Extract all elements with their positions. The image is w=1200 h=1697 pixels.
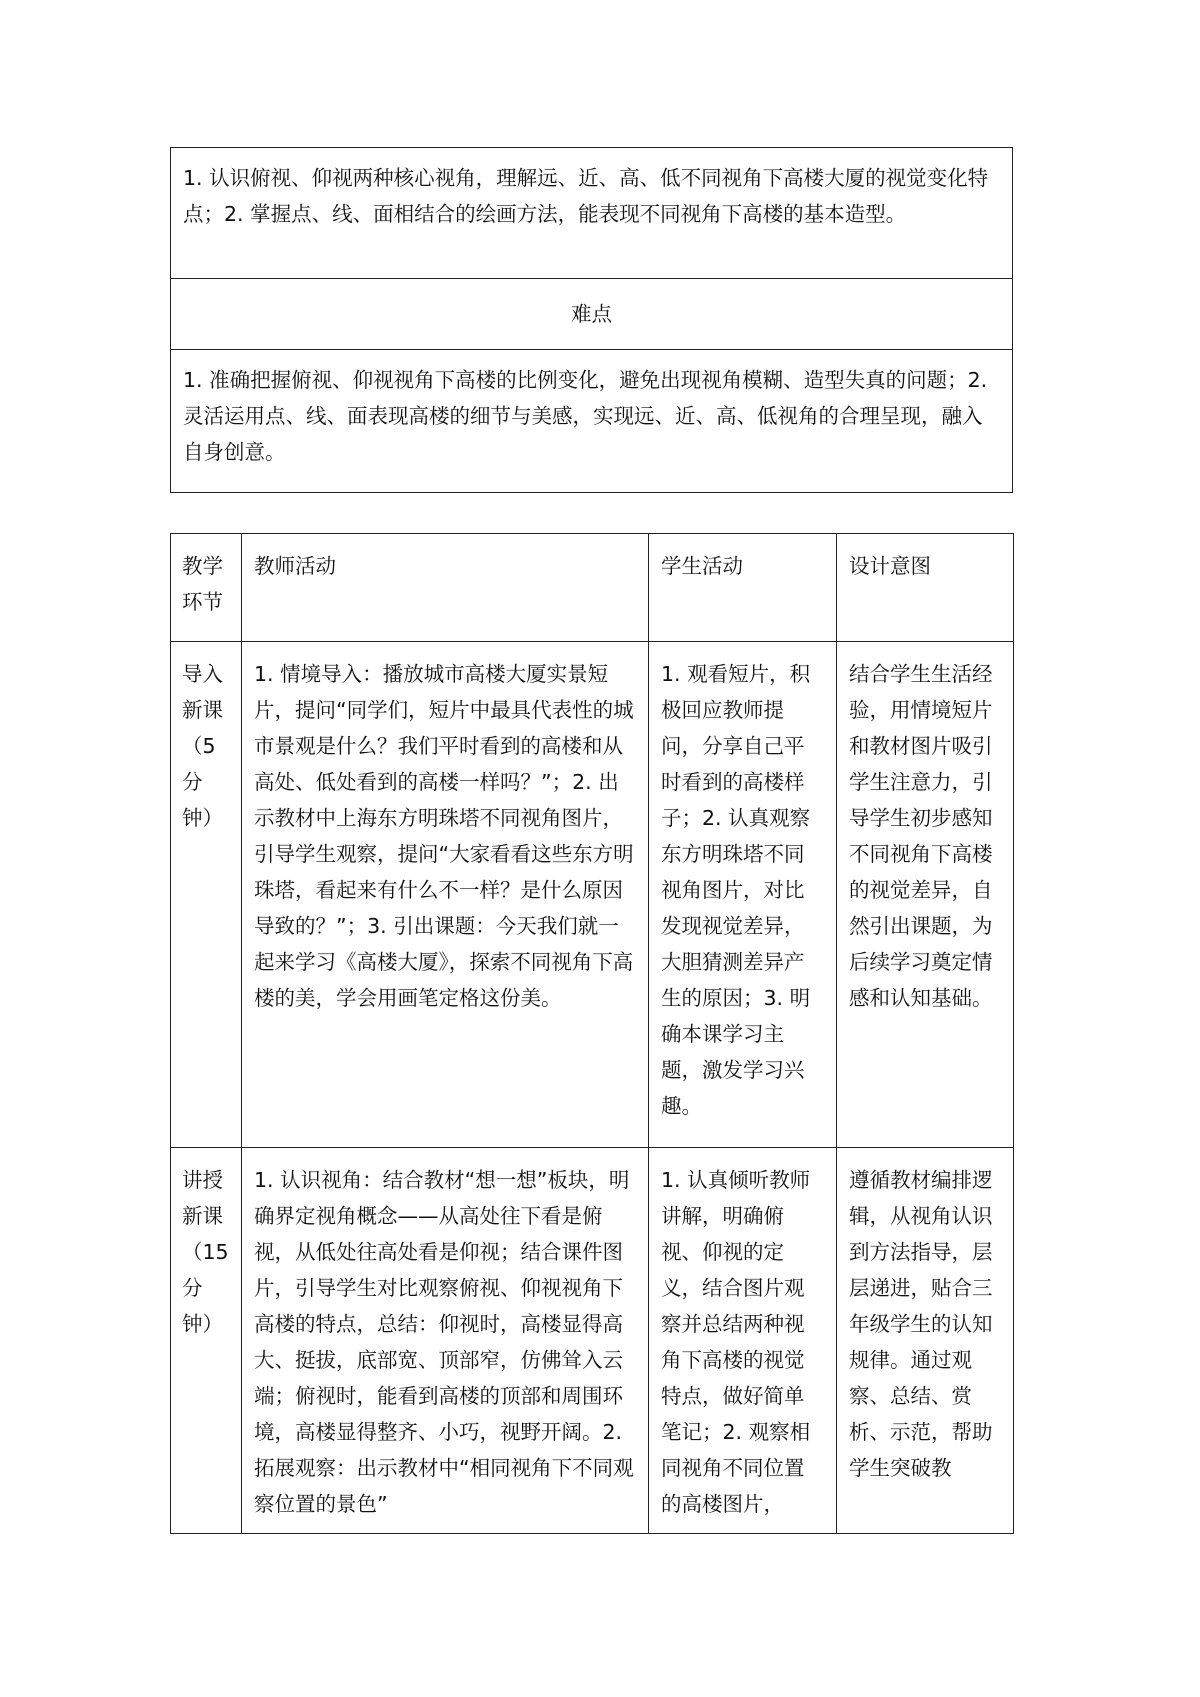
header-student-activity: 学生活动 [649, 534, 837, 642]
design-intent-cell: 遵循教材编排逻辑，从视角认识到方法指导，层层递进，贴合三年级学生的认知规律。通过观察、总结、赏析、示范，帮助学生突破教 [837, 1148, 1014, 1534]
stage-cell: 讲授新课（15分钟） [171, 1148, 242, 1534]
difficulty-title: 难点 [171, 279, 1013, 350]
header-design-intent: 设计意图 [837, 534, 1014, 642]
header-teacher-activity: 教师活动 [242, 534, 649, 642]
table-header-row [171, 534, 1014, 642]
header-stage: 教学环节 [171, 534, 242, 642]
difficulty-row [171, 350, 1013, 493]
difficulty-title-row [171, 279, 1013, 350]
key-points-text: 1. 认识俯视、仰视两种核心视角，理解远、近、高、低不同视角下高楼大厦的视觉变化特点；2. 掌握点、线、面相结合的绘画方法，能表现不同视角下高楼的基本造型。 [171, 148, 1013, 279]
table-row [171, 1148, 1014, 1534]
key-points-row [171, 148, 1013, 279]
student-activity-cell: 1. 观看短片，积极回应教师提问，分享自己平时看到的高楼样子；2. 认真观察东方明珠塔不同视角图片，对比发现视觉差异，大胆猜测差异产生的原因；3. 明确本课学习主题，激发学习兴趣。 [649, 642, 837, 1148]
key-points-table [170, 147, 1013, 493]
table-row [171, 642, 1014, 1148]
stage-cell: 导入新课（5分钟） [171, 642, 242, 1148]
difficulty-text: 1. 准确把握俯视、仰视视角下高楼的比例变化，避免出现视角模糊、造型失真的问题；2. 灵活运用点、线、面表现高楼的细节与美感，实现远、近、高、低视角的合理呈现，融入自身创意。 [171, 350, 1013, 493]
teacher-activity-cell: 1. 情境导入：播放城市高楼大厦实景短片，提问“同学们，短片中最具代表性的城市景观是什么？我们平时看到的高楼和从高处、低处看到的高楼一样吗？”；2. 出示教材中上海东方明珠塔不同视角图片，引导学生观察，提问“大家看看这些东方明珠塔，看起来有什么不一样？是什么原因导致的？”；3. 引出课题：今天我们就一起来学习《高楼大厦》，探索不同视角下高楼的美，学会用画笔定格这份美。 [242, 642, 649, 1148]
student-activity-cell: 1. 认真倾听教师讲解，明确俯视、仰视的定义，结合图片观察并总结两种视角下高楼的视觉特点，做好简单笔记；2. 观察相同视角不同位置的高楼图片， [649, 1148, 837, 1534]
design-intent-cell: 结合学生生活经验，用情境短片和教材图片吸引学生注意力，引导学生初步感知不同视角下高楼的视觉差异，自然引出课题，为后续学习奠定情感和认知基础。 [837, 642, 1014, 1148]
teaching-process-table [170, 533, 1014, 1534]
teacher-activity-cell: 1. 认识视角：结合教材“想一想”板块，明确界定视角概念——从高处往下看是俯视，从低处往高处看是仰视；结合课件图片，引导学生对比观察俯视、仰视视角下高楼的特点，总结：仰视时，高楼显得高大、挺拔，底部宽、顶部窄，仿佛耸入云端；俯视时，能看到高楼的顶部和周围环境，高楼显得整齐、小巧，视野开阔。2. 拓展观察：出示教材中“相同视角下不同观察位置的景色” [242, 1148, 649, 1534]
